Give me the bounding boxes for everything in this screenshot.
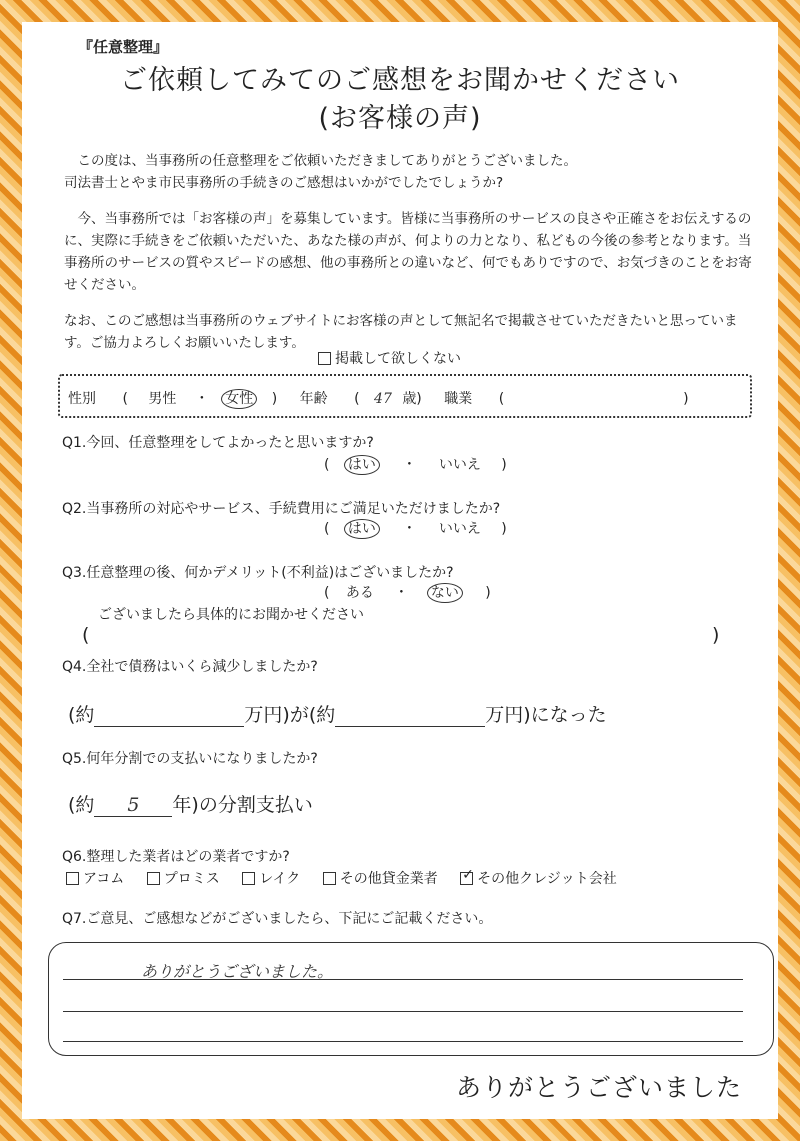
no-publish-label: 掲載して欲しくない: [335, 351, 461, 367]
q4-after-amount-field[interactable]: [335, 706, 485, 727]
q3-options: ( ある ・ ない ): [324, 585, 491, 601]
job-label: 職業: [444, 391, 473, 407]
comment-line: [63, 1041, 743, 1042]
q7-comment-box[interactable]: [48, 942, 774, 1056]
intro-paragraph-3: なお、このご感想は当事務所のウェブサイトにお客様の声として無記名で掲載させていただきたいと思っています。ご協力よろしくお願いいたします。: [64, 313, 738, 351]
age-label: 年齢: [299, 391, 328, 407]
gender-female-option[interactable]: 女性: [221, 389, 257, 409]
intro-line-1: この度は、当事務所の任意整理をご依頼いただきましてありがとうございました。: [77, 153, 577, 169]
q2-options: ( はい ・ いいえ ): [324, 521, 507, 537]
q5-question: Q5.何年分割での支払いになりましたか?: [62, 751, 318, 767]
q6-option-other-lender[interactable]: その他貸金業者: [323, 871, 438, 887]
q6-checkbox[interactable]: [66, 872, 79, 885]
gender-male-option[interactable]: 男性: [148, 391, 177, 407]
age-value[interactable]: 47: [374, 391, 392, 407]
no-publish-option[interactable]: [318, 348, 461, 368]
survey-sheet: [22, 22, 778, 1119]
q3-question: Q3.任意整理の後、何かデメリット(不利益)はございましたか?: [62, 565, 454, 581]
q1-options: ( はい ・ いいえ ): [324, 457, 507, 473]
q3-no-option[interactable]: ない: [427, 583, 463, 603]
q7-answer-text: ありがとうございました。: [141, 962, 334, 981]
q3-yes-option[interactable]: ある: [345, 585, 374, 601]
q7-question: Q7.ご意見、ご感想などがございましたら、下記にご記載ください。: [62, 911, 493, 927]
q6-checkbox[interactable]: [242, 872, 255, 885]
q1-yes-option[interactable]: はい: [344, 455, 380, 475]
q6-option-acom[interactable]: アコム: [66, 871, 124, 887]
intro-paragraph-1: [64, 150, 754, 194]
q4-question: Q4.全社で債務はいくら減少しましたか?: [62, 659, 318, 675]
q6-option-promise[interactable]: プロミス: [147, 871, 220, 887]
profile-row: 性別 ( 男性 ・ 女性 ) 年齢 ( 47 歳) 職業 ( ): [68, 391, 689, 407]
q4-before-amount-field[interactable]: [94, 706, 244, 727]
q2-no-option[interactable]: いいえ: [438, 521, 481, 537]
q1-no-option[interactable]: いいえ: [438, 457, 481, 473]
q3-detail-field[interactable]: [106, 626, 706, 650]
page-subtitle: (お客様の声): [318, 103, 482, 134]
q6-checkbox-checked[interactable]: [460, 872, 473, 885]
q6-question: Q6.整理した業者はどの業者ですか?: [62, 849, 290, 865]
q1-question: Q1.今回、任意整理をしてよかったと思いますか?: [62, 435, 374, 451]
q6-option-other-credit[interactable]: ✓ その他クレジット会社: [460, 871, 617, 887]
comment-line: [63, 979, 743, 980]
q2-yes-option[interactable]: はい: [344, 519, 380, 539]
q6-option-lake[interactable]: レイク: [242, 871, 300, 887]
q6-checkbox[interactable]: [323, 872, 336, 885]
intro-paragraph-2: 今、当事務所では「お客様の声」を募集しています。皆様に当事務所のサービスの良さや正確さをお伝えするのに、実際に手続きをご依頼いただいた、あなた様の声が、何よりの力となり、私どもの今後の参考となります。当事務所のサービスの質やスピードの感想、他の事務所との違いなど、何でもありですので、お気づきのことをお寄せください。: [64, 211, 752, 293]
gender-label: 性別: [68, 391, 96, 407]
q3-followup: ございましたら具体的にお聞かせください: [98, 607, 364, 623]
q6-options: [66, 868, 617, 888]
q4-answer-row: (約 万円)が(約 万円)になった: [68, 704, 607, 726]
intro-line-2: 司法書士とやま市民事務所の手続きのご感想はいかがでしたでしょうか?: [64, 175, 504, 191]
page-title: ご依頼してみてのご感想をお聞かせください: [120, 65, 680, 96]
q3-detail-open-paren: (: [82, 624, 90, 646]
q2-question: Q2.当事務所の対応やサービス、手続費用にご満足いただけましたか?: [62, 501, 501, 517]
q3-detail-close-paren: ): [712, 624, 720, 646]
category-tag: 『任意整理』: [78, 38, 169, 56]
no-publish-checkbox[interactable]: [318, 352, 331, 365]
q5-years-field[interactable]: 5: [94, 794, 172, 817]
q6-checkbox[interactable]: [147, 872, 160, 885]
closing-thanks: ありがとうございました: [455, 1073, 742, 1102]
comment-line: [63, 1011, 743, 1012]
q5-answer-row: (約 5 年)の分割支払い: [68, 794, 313, 816]
age-unit: 歳): [402, 391, 422, 407]
